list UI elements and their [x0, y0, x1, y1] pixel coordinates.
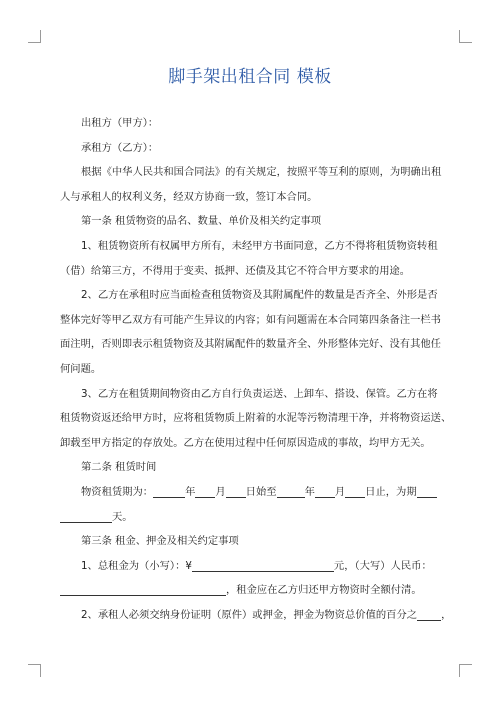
crop-mark-bottom-right [459, 664, 472, 677]
start-day-blank[interactable] [226, 483, 246, 498]
preamble-line-2: 人与承租人的权利义务，经双方协商一致，签订本合同。 [60, 190, 318, 203]
year-label-2: 年 [304, 485, 315, 498]
clause-1-item-1-line-2: （借）给第三方，不得用于变卖、抵押、还债及其它不符合甲方要求的用途。 [60, 264, 411, 277]
clause-1-heading: 第一条 租赁物资的品名、数量、单价及相关约定事项 [81, 215, 322, 228]
clause-2-heading: 第二条 租赁时间 [81, 461, 157, 474]
lease-period-line [60, 480, 444, 505]
lessor-line: 出租方（甲方）： [81, 117, 159, 129]
clause-1-item-2-line-2: 整体完好等甲乙双方有可能产生异议的内容；如有问题需在本合同第四条备注一栏书 [60, 313, 441, 326]
document-body [60, 111, 452, 627]
total-rent-middle: 元，（大写）人民币： [333, 559, 432, 572]
clause-1-item-3-line-3: 卸载至甲方指定的存放处。乙方在使用过程中任何原因造成的事故，均甲方无关。 [60, 436, 431, 449]
lease-period-line-2 [60, 505, 444, 530]
preamble-line-1: 根据《中华人民共和国合同法》的有关规定，按照平等互利的原则，为明确出租 [81, 166, 442, 179]
clause-1-item-3-line-2: 租赁物资返还给甲方时，应将租赁物质上附着的水泥等污物清理干净，并将物资运送、 [60, 412, 452, 425]
start-month-blank[interactable] [195, 483, 215, 498]
total-rent-line [60, 554, 444, 579]
end-month-blank[interactable] [315, 483, 335, 498]
clause-1-item-2-line-1: 2、乙方在承租时应当面检查租赁物资及其附属配件的数量是否齐全、外形是否 [81, 289, 438, 302]
days-label: 天。 [112, 510, 133, 523]
end-year-blank[interactable] [277, 483, 305, 498]
total-rent-prefix: 1、总租金为（小写）：¥ [81, 559, 192, 572]
deposit-percent-blank[interactable] [417, 606, 441, 621]
start-year-blank[interactable] [153, 483, 185, 498]
end-day-blank[interactable] [345, 483, 365, 498]
rent-amount-words-blank[interactable] [60, 581, 226, 596]
clause-1-item-1-line-1: 1、租赁物资所有权属甲方所有，未经甲方书面同意，乙方不得将租赁物资转租 [81, 239, 438, 252]
month-label-1: 月 [215, 485, 226, 498]
deposit-text: 2、承租人必须交纳身份证明（原件）或押金，押金为物资总价值的百分之 [81, 608, 418, 621]
crop-mark-top-left [28, 30, 41, 43]
total-rent-line-2 [60, 578, 444, 603]
clause-3-heading: 第三条 租金、押金及相关约定事项 [81, 535, 239, 548]
deposit-end: ， [441, 608, 452, 621]
month-label-2: 月 [334, 485, 346, 498]
crop-mark-bottom-left [28, 664, 41, 677]
lessee-line: 承租方（乙方）： [81, 141, 159, 154]
deposit-line [60, 603, 452, 628]
document-title: 脚手架出租合同 模板 [168, 67, 332, 87]
clause-1-item-3-line-1: 3、乙方在租赁期间物资由乙方自行负责运送、上卸车、搭设、保管。乙方在将 [81, 387, 438, 400]
clause-1-item-2-line-3: 面注明，否则即表示租赁物资及其附属配件的数量齐全、外形整体完好、没有其他任 [60, 338, 441, 351]
duration-blank-2[interactable] [60, 508, 112, 523]
day-start-label: 日始至 [245, 485, 277, 498]
rent-amount-figures-blank[interactable] [192, 557, 334, 572]
clause-1-item-2-line-4: 何问题。 [60, 362, 102, 375]
duration-blank-1[interactable] [417, 483, 437, 498]
year-label-1: 年 [185, 485, 196, 498]
total-rent-suffix: ，租金应在乙方归还甲方物资时全额付清。 [226, 584, 422, 597]
lease-period-prefix: 物资租赁期为： [81, 485, 154, 498]
crop-mark-top-right [459, 30, 472, 43]
day-end-label: 日止，为期 [365, 485, 417, 498]
